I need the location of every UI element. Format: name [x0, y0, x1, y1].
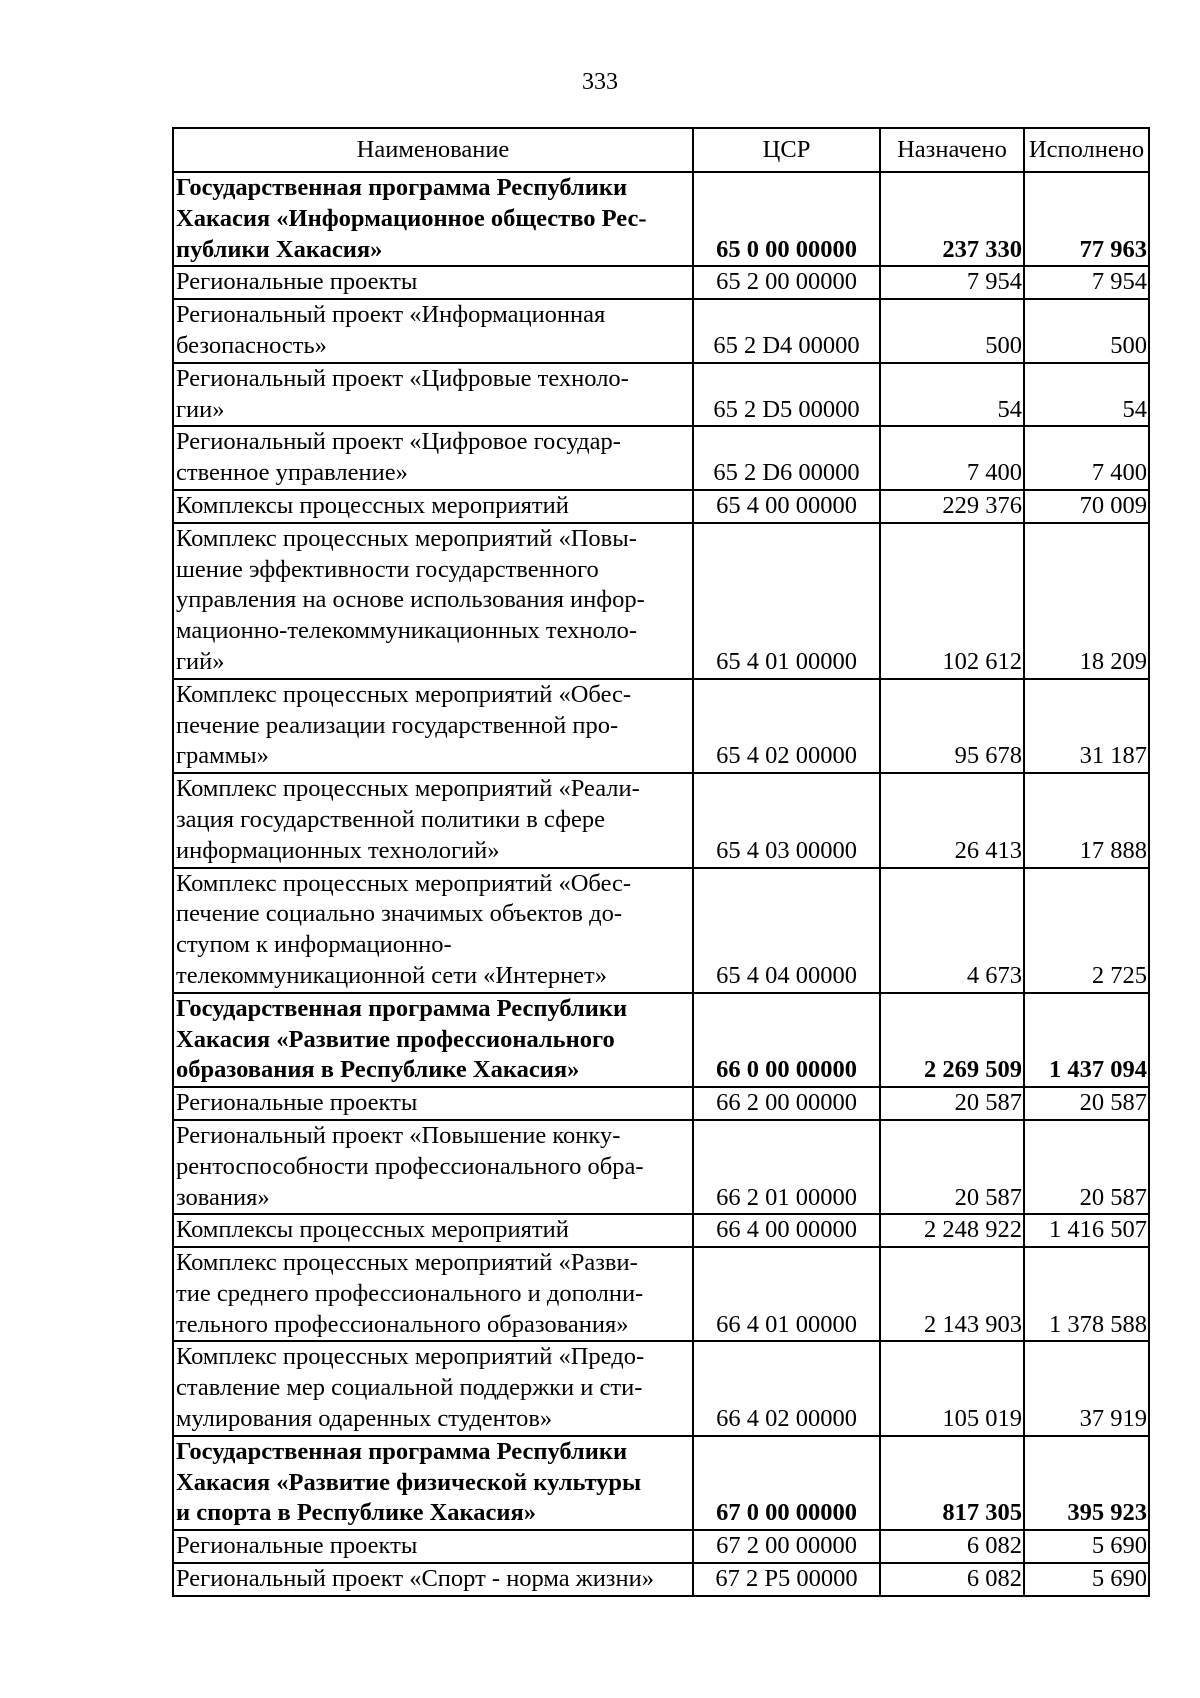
row-name-line: Региональный проект «Информационная: [176, 301, 606, 329]
row-name: [173, 1214, 693, 1247]
row-name-line: информационных технологий»: [176, 836, 500, 864]
row-name-line: Региональный проект «Повышение конку-: [176, 1121, 621, 1149]
row-name: [173, 993, 693, 1087]
row-code: 65 0 00 00000: [693, 172, 880, 266]
row-executed: 70 009: [1024, 490, 1149, 523]
row-name-line: тие среднего профессионального и дополни-: [176, 1279, 644, 1307]
row-name-line: Государственная программа Республики: [176, 174, 628, 201]
row-name: [173, 1087, 693, 1120]
row-code: 66 0 00 00000: [693, 993, 880, 1087]
row-code: 66 2 00 00000: [693, 1087, 880, 1120]
budget-execution-table: [172, 127, 1150, 1597]
row-code: 65 4 02 00000: [693, 679, 880, 773]
row-name: [173, 490, 693, 523]
row-name: [173, 1563, 693, 1596]
row-code: 65 2 D4 00000: [693, 299, 880, 363]
row-name-line: ставление мер социальной поддержки и сти-: [176, 1374, 643, 1402]
row-assigned: 817 305: [880, 1436, 1024, 1530]
row-executed: 20 587: [1024, 1087, 1149, 1120]
row-assigned: 6 082: [880, 1530, 1024, 1563]
table-row: [173, 868, 1149, 993]
row-name-line: и спорта в Республике Хакасия»: [176, 1499, 537, 1527]
row-name-line: ственное управление»: [176, 459, 408, 487]
row-name-line: печение социально значимых объектов до-: [176, 900, 623, 928]
row-executed: 18 209: [1024, 523, 1149, 679]
row-name-line: Государственная программа Республики: [176, 1437, 628, 1465]
table-row: [173, 1530, 1149, 1563]
row-name-line: Региональный проект «Цифровые техноло-: [176, 364, 629, 392]
row-name-line: Комплекс процессных мероприятий «Повы-: [176, 524, 637, 552]
row-assigned: 105 019: [880, 1341, 1024, 1435]
table-header-row: [173, 128, 1149, 172]
table-row: [173, 773, 1149, 867]
row-code: 65 2 00 00000: [693, 266, 880, 299]
row-executed: 37 919: [1024, 1341, 1149, 1435]
row-assigned: 6 082: [880, 1563, 1024, 1596]
row-name-line: Региональный проект «Цифровое государ-: [176, 428, 621, 456]
row-name-line: безопасность»: [176, 331, 327, 359]
table-row: [173, 299, 1149, 363]
row-assigned: 7 954: [880, 266, 1024, 299]
row-name: [173, 363, 693, 427]
row-name-line: Комплекс процессных мероприятий «Реали-: [176, 775, 640, 803]
row-assigned: 26 413: [880, 773, 1024, 867]
row-executed: 2 725: [1024, 868, 1149, 993]
table-row: [173, 266, 1149, 299]
row-assigned: 229 376: [880, 490, 1024, 523]
row-executed: 500: [1024, 299, 1149, 363]
row-name-line: Региональный проект «Спорт - норма жизни»: [176, 1565, 654, 1593]
row-code: 65 4 04 00000: [693, 868, 880, 993]
header-assigned: Назначено: [880, 128, 1024, 172]
table-row: [173, 1214, 1149, 1247]
row-code: 65 4 00 00000: [693, 490, 880, 523]
row-name-line: тельного профессионального образования»: [176, 1310, 629, 1338]
row-name: [173, 1120, 693, 1214]
row-name-line: гии»: [176, 395, 225, 423]
row-name-line: зования»: [176, 1183, 270, 1211]
row-name: [173, 523, 693, 679]
row-code: 65 4 01 00000: [693, 523, 880, 679]
row-assigned: 2 143 903: [880, 1247, 1024, 1341]
table-row: [173, 1120, 1149, 1214]
row-name-line: печение реализации государственной про-: [176, 711, 619, 739]
header-code: ЦСР: [693, 128, 880, 172]
row-name-line: телекоммуникационной сети «Интернет»: [176, 961, 608, 989]
row-executed: 17 888: [1024, 773, 1149, 867]
table-row: [173, 426, 1149, 490]
row-name-line: мулирования одаренных студентов»: [176, 1405, 553, 1433]
row-name: [173, 868, 693, 993]
row-assigned: 20 587: [880, 1120, 1024, 1214]
row-name-line: Государственная программа Республики: [176, 994, 628, 1022]
row-name-line: управления на основе использования инфор-: [176, 586, 645, 614]
row-name-line: шение эффективности государственного: [176, 555, 599, 583]
row-assigned: 237 330: [880, 172, 1024, 266]
row-executed: 7 400: [1024, 426, 1149, 490]
row-name: [173, 773, 693, 867]
row-name-line: рентоспособности профессионального обра-: [176, 1152, 644, 1180]
row-executed: 5 690: [1024, 1563, 1149, 1596]
row-name-line: Комплексы процессных мероприятий: [176, 491, 569, 519]
row-code: 67 0 00 00000: [693, 1436, 880, 1530]
row-name-line: мационно-телекоммуникационных техноло-: [176, 617, 638, 645]
table-row: [173, 1247, 1149, 1341]
row-code: 66 2 01 00000: [693, 1120, 880, 1214]
row-name-line: Комплекс процессных мероприятий «Обес-: [176, 869, 632, 897]
row-name: [173, 1341, 693, 1435]
row-name: [173, 266, 693, 299]
row-code: 67 2 00 00000: [693, 1530, 880, 1563]
row-name: [173, 1247, 693, 1341]
row-name: [173, 426, 693, 490]
row-name-line: Хакасия «Развитие профессионального: [176, 1025, 615, 1053]
row-name-line: Региональные проекты: [176, 1532, 418, 1560]
row-executed: 1 378 588: [1024, 1247, 1149, 1341]
row-assigned: 500: [880, 299, 1024, 363]
header-executed: Исполнено: [1024, 128, 1149, 172]
row-assigned: 2 248 922: [880, 1214, 1024, 1247]
row-name: [173, 1436, 693, 1530]
row-name-line: гий»: [176, 647, 225, 675]
row-assigned: 95 678: [880, 679, 1024, 773]
row-name-line: граммы»: [176, 742, 269, 770]
row-executed: 20 587: [1024, 1120, 1149, 1214]
table-row: [173, 523, 1149, 679]
row-code: 65 4 03 00000: [693, 773, 880, 867]
row-assigned: 54: [880, 363, 1024, 427]
row-name-line: Хакасия «Информационное общество Рес-: [176, 204, 647, 232]
table-row: [173, 490, 1149, 523]
row-name: [173, 1530, 693, 1563]
row-name-line: Комплексы процессных мероприятий: [176, 1216, 569, 1244]
row-executed: 1 437 094: [1024, 993, 1149, 1087]
table-row: [173, 1436, 1149, 1530]
row-executed: 395 923: [1024, 1436, 1149, 1530]
row-executed: 5 690: [1024, 1530, 1149, 1563]
row-assigned: 20 587: [880, 1087, 1024, 1120]
row-name-line: ступом к информационно-: [176, 931, 452, 959]
table-row: [173, 363, 1149, 427]
row-executed: 54: [1024, 363, 1149, 427]
row-code: 67 2 P5 00000: [693, 1563, 880, 1596]
row-name: [173, 172, 693, 266]
row-name: [173, 679, 693, 773]
row-name-line: публики Хакасия»: [176, 235, 383, 263]
row-name: [173, 299, 693, 363]
table-row: [173, 172, 1149, 266]
row-name-line: Региональные проекты: [176, 1089, 418, 1117]
row-code: 65 2 D6 00000: [693, 426, 880, 490]
table-row: [173, 679, 1149, 773]
table-row: [173, 993, 1149, 1087]
row-code: 66 4 01 00000: [693, 1247, 880, 1341]
row-name-line: образования в Республике Хакасия»: [176, 1056, 580, 1084]
row-code: 66 4 02 00000: [693, 1341, 880, 1435]
table-body: [173, 172, 1149, 1596]
row-code: 66 4 00 00000: [693, 1214, 880, 1247]
page-number: 333: [582, 69, 618, 95]
row-name-line: Региональные проекты: [176, 268, 418, 296]
row-code: 65 2 D5 00000: [693, 363, 880, 427]
row-name-line: Комплекс процессных мероприятий «Обес-: [176, 680, 632, 708]
row-name-line: Комплекс процессных мероприятий «Разви-: [176, 1249, 638, 1277]
table-row: [173, 1341, 1149, 1435]
row-name-line: зация государственной политики в сфере: [176, 805, 605, 833]
row-assigned: 2 269 509: [880, 993, 1024, 1087]
row-assigned: 102 612: [880, 523, 1024, 679]
header-name: Наименование: [173, 128, 693, 172]
row-name-line: Хакасия «Развитие физической культуры: [176, 1468, 642, 1496]
row-name-line: Комплекс процессных мероприятий «Предо-: [176, 1343, 645, 1371]
row-assigned: 4 673: [880, 868, 1024, 993]
row-executed: 31 187: [1024, 679, 1149, 773]
row-executed: 77 963: [1024, 172, 1149, 266]
table-row: [173, 1563, 1149, 1596]
row-executed: 1 416 507: [1024, 1214, 1149, 1247]
row-assigned: 7 400: [880, 426, 1024, 490]
table-row: [173, 1087, 1149, 1120]
row-executed: 7 954: [1024, 266, 1149, 299]
